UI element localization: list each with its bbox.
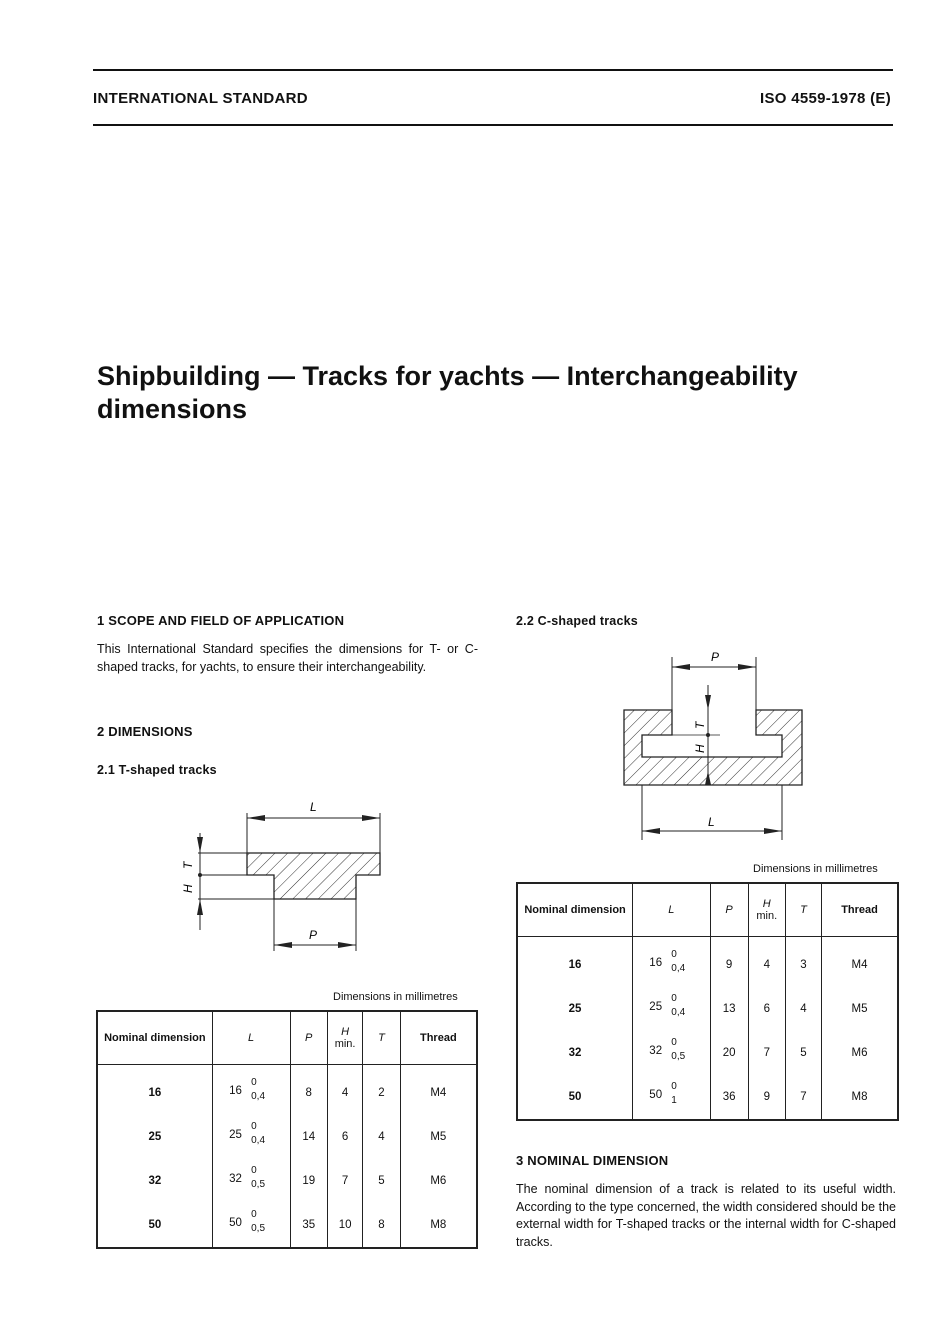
cell-l [212,1159,290,1203]
section-2-heading: 2 DIMENSIONS [97,724,193,739]
t-dim-p-label: P [309,928,318,942]
t-dim-t-label: T [181,861,195,869]
section-2-1-heading: 2.1 T-shaped tracks [97,763,217,777]
cell-h: 6 [748,987,785,1031]
l-value: 25 [229,1128,242,1141]
cell-nominal: 32 [517,1031,633,1075]
c-dim-h-label: H [693,744,707,753]
col-h-symbol: H [341,1026,350,1038]
cell-p: 9 [710,937,748,988]
cell-thread: M8 [400,1203,477,1248]
t-track-profile [247,853,380,899]
cell-thread: M5 [400,1115,477,1159]
cell-t: 2 [363,1065,400,1116]
col-h-min: min. [334,1038,356,1050]
cell-nominal: 25 [517,987,633,1031]
c-table-units-note: Dimensions in millimetres [753,863,878,875]
c-dim-t-label: T [693,721,707,729]
table-row [517,1075,898,1120]
cell-l [633,987,710,1031]
t-dim-l-label: L [310,800,317,814]
cell-nominal: 32 [97,1159,212,1203]
cell-thread: M5 [822,987,898,1031]
l-value: 32 [229,1172,242,1185]
t-track-figure [180,795,400,955]
cell-p: 20 [710,1031,748,1075]
table-row [517,937,898,988]
cell-t: 5 [785,1031,821,1075]
title-line-2: dimensions [97,394,248,424]
l-value: 50 [649,1088,663,1101]
cell-t: 4 [785,987,821,1031]
cell-p: 36 [710,1075,748,1120]
section-2-2-heading: 2.2 C-shaped tracks [516,614,638,628]
l-value: 25 [649,1000,663,1013]
cell-p: 14 [290,1115,327,1159]
l-upper: 0 [671,1080,677,1092]
table-row [97,1159,477,1203]
col-nominal: Nominal dimension [97,1011,212,1065]
cell-h: 4 [327,1065,362,1116]
cell-h: 9 [748,1075,785,1120]
section-1-heading: 1 SCOPE AND FIELD OF APPLICATION [97,613,345,628]
cell-h: 7 [327,1159,362,1203]
section-1-body: This International Standard specifies the dimensions for T- or C-shaped tracks, for yachts, to ensure their interchangeability. [97,642,478,674]
l-upper: 0 [251,1076,257,1088]
l-lower: 0,5 [671,1050,686,1062]
l-lower: 0,5 [251,1178,266,1190]
cell-thread: M4 [400,1065,477,1116]
cell-p: 35 [290,1203,327,1248]
t-dim-h-label: H [181,884,195,893]
l-lower: 0,4 [671,1006,686,1018]
col-thread: Thread [400,1011,477,1065]
col-l: L [212,1011,290,1065]
l-upper: 0 [251,1208,257,1220]
cell-t: 5 [363,1159,400,1203]
col-h [327,1011,362,1065]
col-nominal: Nominal dimension [517,883,633,937]
c-dim-p-label: P [711,650,720,664]
cell-p: 13 [710,987,748,1031]
cell-h: 7 [748,1031,785,1075]
cell-l [212,1203,290,1248]
cell-t: 7 [785,1075,821,1120]
l-upper: 0 [671,948,677,960]
col-h-symbol: H [762,898,771,910]
col-p: P [710,883,748,937]
table-row [517,987,898,1031]
cell-thread: M6 [822,1031,898,1075]
l-value: 50 [229,1216,242,1229]
c-dim-l-label: L [708,815,715,829]
table-row [97,1065,477,1116]
cell-thread: M4 [822,937,898,988]
col-l: L [633,883,710,937]
c-track-table [516,882,899,1121]
col-p: P [290,1011,327,1065]
l-lower: 0,4 [251,1090,266,1102]
cell-nominal: 50 [517,1075,633,1120]
title-line-1: Shipbuilding — Tracks for yachts — Interchangeability [97,361,798,391]
cell-l [633,1075,710,1120]
cell-t: 8 [363,1203,400,1248]
cell-t: 4 [363,1115,400,1159]
l-upper: 0 [671,1036,677,1048]
section-3-body: The nominal dimension of a track is related to its useful width. According to the type concerned, the width considered should be the external width for T-shaped tracks or the internal width for C-shaped tracks. [516,1182,896,1249]
cell-nominal: 16 [97,1065,212,1116]
cell-nominal: 16 [517,937,633,988]
l-value: 16 [229,1084,242,1097]
l-lower: 0,4 [251,1134,266,1146]
cell-t: 3 [785,937,821,988]
cell-thread: M6 [400,1159,477,1203]
cell-nominal: 25 [97,1115,212,1159]
cell-p: 19 [290,1159,327,1203]
header-document-number: ISO 4559-1978 (E) [760,90,892,107]
t-track-table [96,1010,478,1249]
section-3-heading: 3 NOMINAL DIMENSION [516,1153,669,1168]
document-title [97,360,877,426]
cell-h: 10 [327,1203,362,1248]
col-thread: Thread [822,883,898,937]
cell-thread: M8 [822,1075,898,1120]
table-row [97,1203,477,1248]
cell-l [212,1065,290,1116]
cell-l [633,1031,710,1075]
cell-nominal: 50 [97,1203,212,1248]
cell-p: 8 [290,1065,327,1116]
l-lower: 1 [671,1094,677,1106]
col-h-min: min. [756,910,778,922]
l-upper: 0 [251,1164,257,1176]
header-top-rule [93,69,893,71]
l-lower: 0,5 [251,1222,266,1234]
col-h [748,883,785,937]
l-upper: 0 [671,992,677,1004]
header-standard-label: INTERNATIONAL STANDARD [93,90,308,107]
l-value: 32 [649,1044,663,1057]
cell-l [633,937,710,988]
l-upper: 0 [251,1120,257,1132]
cell-h: 6 [327,1115,362,1159]
table-row [97,1115,477,1159]
table-header-row [97,1011,477,1065]
table-header-row [517,883,898,937]
col-t: T [363,1011,400,1065]
l-lower: 0,4 [671,962,686,974]
col-t: T [785,883,821,937]
c-track-figure [610,645,820,845]
table-row [517,1031,898,1075]
header-bottom-rule [93,124,893,126]
cell-l [212,1115,290,1159]
l-value: 16 [649,956,663,969]
c-track-profile [624,710,802,785]
cell-h: 4 [748,937,785,988]
t-table-units-note: Dimensions in millimetres [333,991,458,1003]
